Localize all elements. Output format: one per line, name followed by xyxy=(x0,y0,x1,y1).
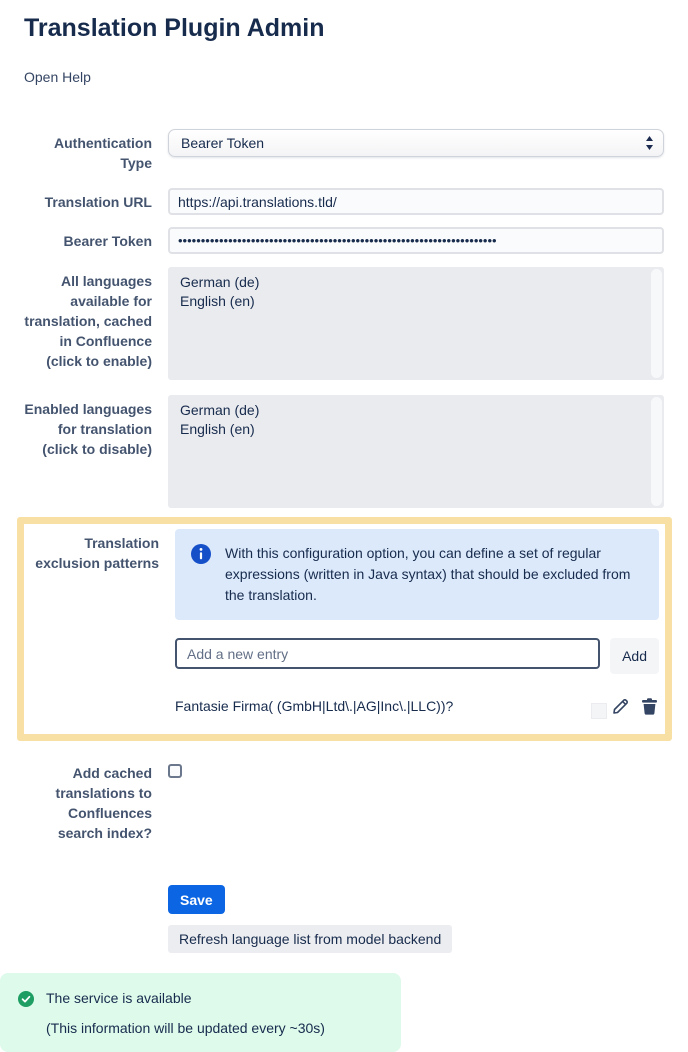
edit-entry-button[interactable] xyxy=(602,696,631,716)
add-entry-row xyxy=(175,638,659,674)
language-list-available[interactable] xyxy=(168,267,664,380)
info-box xyxy=(175,529,659,620)
list-item[interactable]: German (de) xyxy=(180,274,260,290)
delete-entry-button[interactable] xyxy=(631,696,659,716)
all-languages-label: All languages available for translation, cached in Confluence (click to enable) xyxy=(24,273,152,369)
check-circle-icon xyxy=(18,991,34,1007)
list-item[interactable]: English (en) xyxy=(180,421,255,437)
open-help-link[interactable]: Open Help xyxy=(24,69,91,85)
enabled-languages-label: Enabled languages for translation (click to disable) xyxy=(24,401,152,457)
auth-type-row xyxy=(24,129,664,173)
all-languages-row xyxy=(24,267,664,380)
status-line-1: The service is available xyxy=(46,990,192,1006)
save-button[interactable]: Save xyxy=(168,885,225,914)
refresh-row xyxy=(24,925,664,953)
exclusion-entry-row xyxy=(175,693,659,721)
list-item[interactable]: English (en) xyxy=(180,293,255,309)
status-text xyxy=(46,990,325,1036)
translation-url-row xyxy=(24,188,664,215)
scrollbar-track[interactable] xyxy=(651,269,662,378)
exclusion-row xyxy=(31,529,659,721)
exclusion-section xyxy=(17,517,672,741)
entry-text: Fantasie Firma( (GmbH|Ltd\.|AG|Inc\.|LLC))? xyxy=(175,698,454,714)
new-entry-input[interactable] xyxy=(175,638,600,669)
search-index-checkbox[interactable] xyxy=(168,764,182,778)
auth-type-value: Bearer Token xyxy=(181,135,265,151)
search-index-row xyxy=(24,759,664,843)
bearer-token-label: Bearer Token xyxy=(63,233,152,249)
settings-form xyxy=(24,129,664,1052)
service-status-box xyxy=(0,973,401,1052)
refresh-languages-button[interactable]: Refresh language list from model backend xyxy=(168,925,452,953)
select-stepper-icon xyxy=(644,135,655,151)
translation-url-label: Translation URL xyxy=(44,194,152,210)
translation-url-input[interactable] xyxy=(168,188,664,215)
status-line-2: (This information will be updated every ~30s) xyxy=(46,1020,325,1036)
page-title: Translation Plugin Admin xyxy=(24,14,325,42)
language-list-enabled[interactable] xyxy=(168,395,664,508)
auth-type-label: Authentication Type xyxy=(54,135,152,171)
exclusion-label: Translation exclusion patterns xyxy=(35,535,159,571)
search-index-label: Add cached translations to Confluences search index? xyxy=(55,765,152,841)
entry-actions xyxy=(591,693,659,719)
bearer-token-row xyxy=(24,227,664,254)
list-item[interactable]: German (de) xyxy=(180,402,260,418)
pencil-icon xyxy=(611,696,631,716)
add-button[interactable]: Add xyxy=(610,638,659,674)
save-row xyxy=(24,885,664,914)
scrollbar-track[interactable] xyxy=(651,397,662,506)
auth-type-select[interactable] xyxy=(168,129,664,157)
enabled-languages-row xyxy=(24,395,664,508)
info-text: With this configuration option, you can define a set of regular expressions (written in Java syntax) that should be excluded from the translation. xyxy=(225,545,631,603)
bearer-token-input[interactable] xyxy=(168,227,664,254)
trash-icon xyxy=(640,696,659,716)
info-icon xyxy=(191,544,211,564)
